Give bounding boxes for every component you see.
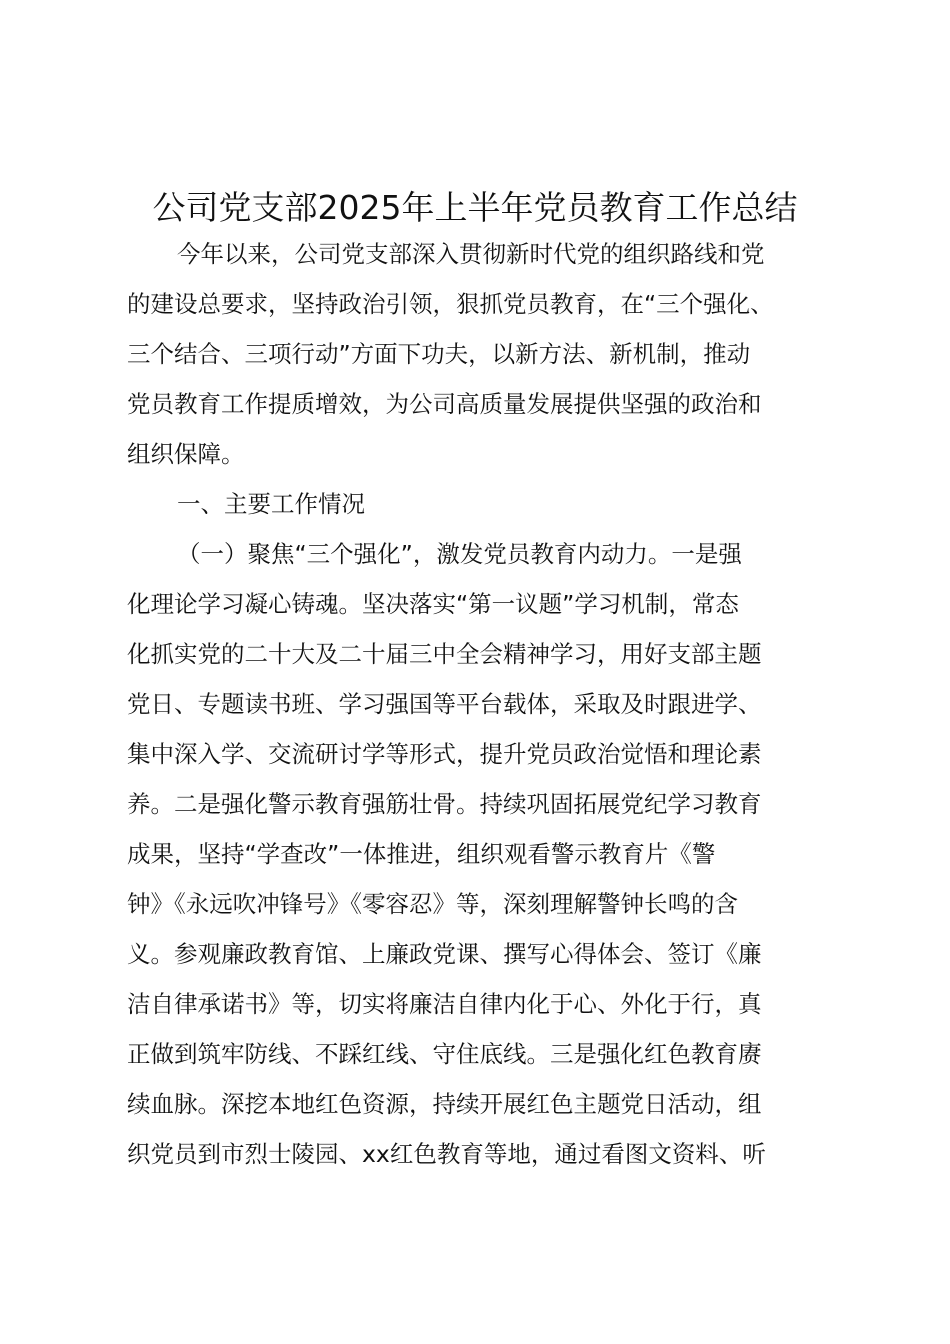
document-title: 公司党支部2025年上半年党员教育工作总结 — [152, 188, 798, 227]
paragraph-line: 养。二是强化警示教育强筋壮骨。持续巩固拓展党纪学习教育 — [127, 790, 762, 818]
paragraph-line: 成果，坚持“学查改”一体推进，组织观看警示教育片《警 — [127, 840, 716, 868]
paragraph-line: 今年以来，公司党支部深入贯彻新时代党的组织路线和党 — [177, 240, 765, 268]
paragraph-line: 续血脉。深挖本地红色资源，持续开展红色主题党日活动，组 — [127, 1090, 762, 1118]
paragraph-line: 织党员到市烈士陵园、xx红色教育等地，通过看图文资料、听 — [127, 1140, 766, 1168]
paragraph-line: 集中深入学、交流研讨学等形式，提升党员政治觉悟和理论素 — [127, 740, 762, 768]
paragraph-line: 党日、专题读书班、学习强国等平台载体，采取及时跟进学、 — [127, 690, 762, 718]
paragraph-line: 正做到筑牢防线、不踩红线、守住底线。三是强化红色教育赓 — [127, 1040, 762, 1068]
paragraph-line: 党员教育工作提质增效，为公司高质量发展提供坚强的政治和 — [127, 390, 762, 418]
paragraph-line: 三个结合、三项行动”方面下功夫，以新方法、新机制，推动 — [127, 340, 751, 368]
paragraph-line: 化理论学习凝心铸魂。坚决落实“第一议题”学习机制，常态 — [127, 590, 739, 618]
paragraph-line: （一）聚焦“三个强化”，激发党员教育内动力。一是强 — [177, 540, 742, 568]
paragraph-line: 洁自律承诺书》等，切实将廉洁自律内化于心、外化于行，真 — [127, 990, 762, 1018]
paragraph-line: 钟》《永远吹冲锋号》《零容忍》等，深刻理解警钟长鸣的含 — [127, 890, 738, 918]
paragraph-line: 组织保障。 — [127, 440, 245, 468]
section-heading: 一、主要工作情况 — [177, 490, 365, 518]
paragraph-line: 的建设总要求，坚持政治引领，狠抓党员教育，在“三个强化、 — [127, 290, 774, 318]
paragraph-line: 化抓实党的二十大及二十届三中全会精神学习，用好支部主题 — [127, 640, 762, 668]
paragraph-line: 义。参观廉政教育馆、上廉政党课、撰写心得体会、签订《廉 — [127, 940, 762, 968]
